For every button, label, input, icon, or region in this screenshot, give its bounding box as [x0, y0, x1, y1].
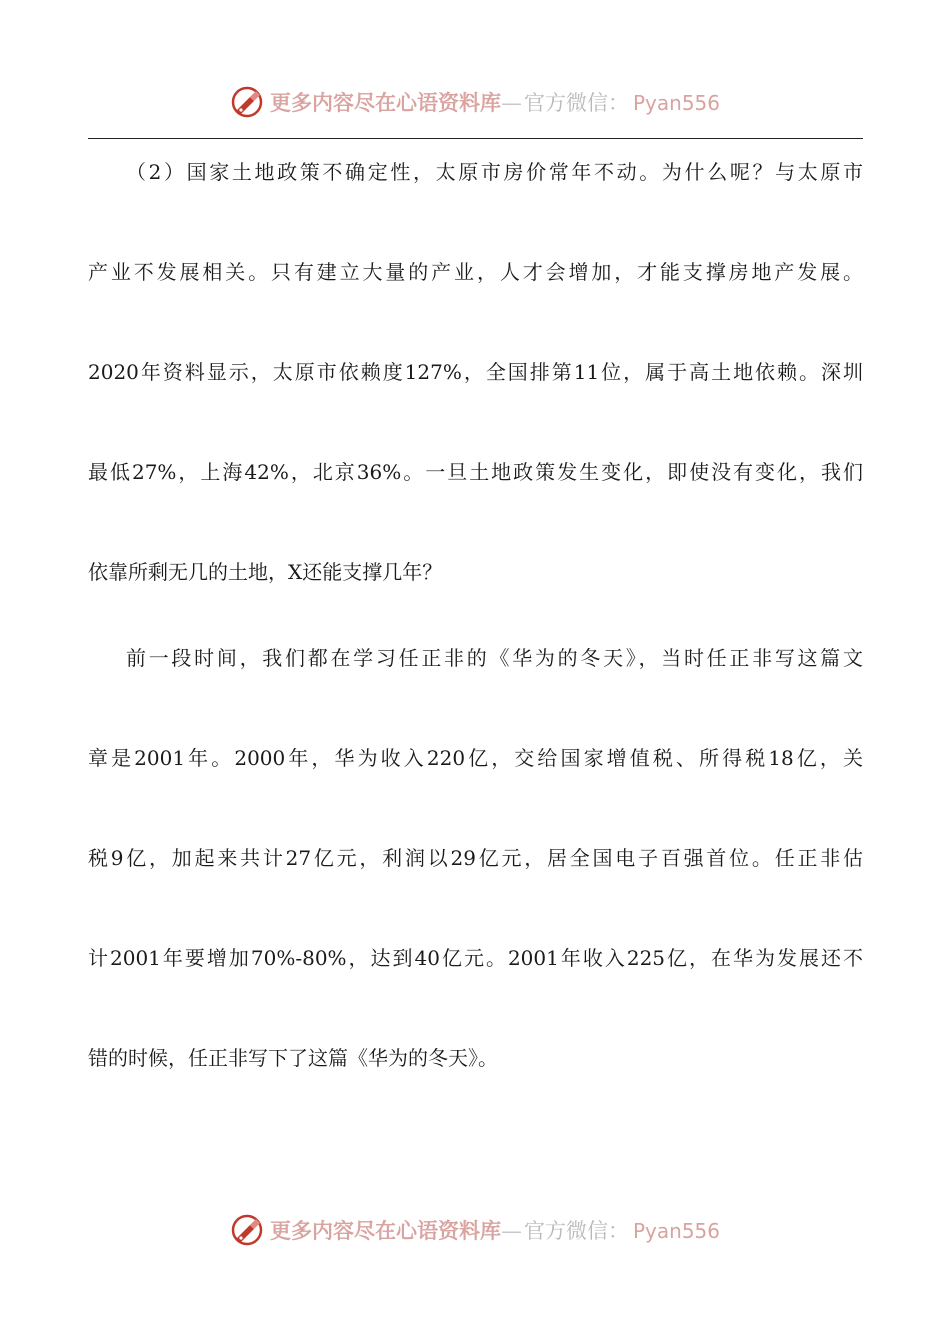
banner-wx-label: 官方微信：: [523, 1219, 629, 1243]
header-banner: [0, 82, 950, 122]
paragraph-line: （2）国家土地政策不确定性，太原市房价常年不动。为什么呢？与太原市: [126, 160, 863, 184]
banner-text: [270, 87, 720, 117]
banner-dash: —: [500, 1219, 522, 1243]
paragraph-line: 依靠所剩无几的土地，X还能支撑几年？: [88, 560, 443, 584]
paragraph-line: 最低27%，上海42%，北京36%。一旦土地政策发生变化，即使没有变化，我们: [88, 460, 863, 484]
header-divider: [88, 138, 863, 139]
paragraph-line: 前一段时间，我们都在学习任正非的《华为的冬天》，当时任正非写这篇文: [126, 646, 863, 670]
paragraph-line: 2020年资料显示，太原市依赖度127%，全国排第11位，属于高土地依赖。深圳: [88, 360, 863, 384]
banner-dash: —: [500, 91, 522, 115]
paragraph-line: 税9亿，加起来共计27亿元，利润以29亿元，居全国电子百强首位。任正非估: [88, 846, 863, 870]
pen-circle-logo-icon: [230, 1213, 264, 1247]
pen-circle-logo-icon: [230, 85, 264, 119]
paragraph-line: 计2001年要增加70%-80%，达到40亿元。2001年收入225亿，在华为发展还不: [88, 946, 863, 970]
banner-wx-id: Pyan556: [632, 91, 720, 115]
footer-banner: [0, 1210, 950, 1250]
banner-text: [270, 1215, 720, 1245]
paragraph-line: 产业不发展相关。只有建立大量的产业，人才会增加，才能支撑房地产发展。: [88, 260, 863, 284]
banner-cn-text: 更多内容尽在心语资料库: [269, 90, 501, 115]
paragraph-line: 章是2001年。2000年，华为收入220亿，交给国家增值税、所得税18亿，关: [88, 746, 863, 770]
banner-cn-text: 更多内容尽在心语资料库: [269, 1218, 501, 1243]
banner-wx-label: 官方微信：: [523, 91, 629, 115]
paragraph-line: 错的时候，任正非写下了这篇《华为的冬天》。: [88, 1046, 498, 1070]
banner-wx-id: Pyan556: [632, 1219, 720, 1243]
